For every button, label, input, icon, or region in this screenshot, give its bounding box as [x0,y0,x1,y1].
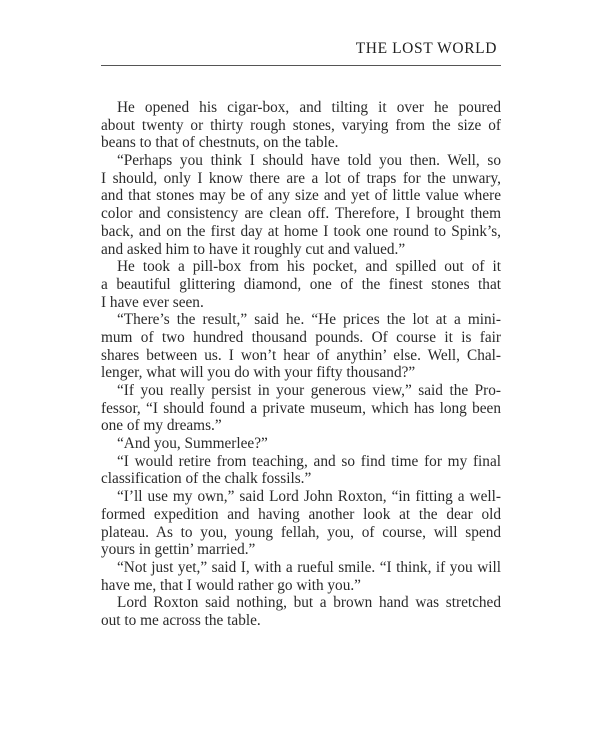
text-line: He took a pill-box from his pocket, and spilled out of it [117,258,501,276]
paragraph [101,453,501,488]
text-line: mum of two hundred thousand pounds. Of course it is fair [101,328,501,346]
paragraph [101,311,501,382]
text-line: have me, that I would rather go with you.” [101,576,361,594]
text-line: fessor, “I should found a private museum, which has long been [101,399,501,417]
text-line: and that stones may be of any size and yet of little value where [101,187,501,205]
header-rule [101,65,501,66]
paragraph [101,99,501,152]
text-line: plateau. As to you, young fellah, you, of course, will spend [101,523,501,541]
text-line: “I’ll use my own,” said Lord John Roxton, “in fitting a well- [117,488,501,506]
text-line: a beautiful glittering diamond, one of the finest stones that [101,275,501,293]
text-line: about twenty or thirty rough stones, varying from the size of [101,116,501,134]
running-head: THE LOST WORLD [355,40,497,57]
body-text [101,99,501,630]
text-line: He opened his cigar-box, and tilting it over he poured [117,99,501,116]
text-line: Lord Roxton said nothing, but a brown hand was stretched [117,594,501,612]
paragraph [101,435,501,453]
text-line: back, and on the first day at home I took one round to Spink’s, [101,222,501,240]
text-line: lenger, what will you do with your fifty thousand?” [101,364,416,382]
text-line: yours in gettin’ married.” [101,541,256,559]
text-line: beans to that of chestnuts, on the table. [101,134,339,152]
text-line: “If you really persist in your generous view,” said the Pro- [117,382,501,399]
text-line: “Perhaps you think I should have told you then. Well, so [117,152,501,170]
paragraph [101,152,501,258]
text-line: “And you, Summerlee?” [117,435,268,453]
text-line: “There’s the result,” said he. “He prices the lot at a mini- [117,311,501,329]
paragraph [101,488,501,559]
text-line: “Not just yet,” said I, with a rueful smile. “I think, if you will [117,558,501,576]
text-line: “I would retire from teaching, and so find time for my final [117,452,501,470]
text-line: out to me across the table. [101,611,261,629]
text-line: I have ever seen. [101,293,204,311]
paragraph [101,382,501,435]
text-line: shares between us. I won’t hear of anythin’ else. Well, Chal- [101,346,501,364]
text-line: I should, only I know there are a lot of traps for the unwary, [101,169,501,187]
text-line: and asked him to have it roughly cut and valued.” [101,240,406,258]
text-line: formed expedition and having another look at the dear old [101,505,501,523]
text-line: one of my dreams.” [101,417,222,435]
paragraph [101,559,501,594]
paragraph [101,258,501,311]
text-line: classification of the chalk fossils.” [101,470,312,488]
text-line: color and consistency are clean off. Therefore, I brought them [101,205,501,223]
paragraph [101,594,501,629]
